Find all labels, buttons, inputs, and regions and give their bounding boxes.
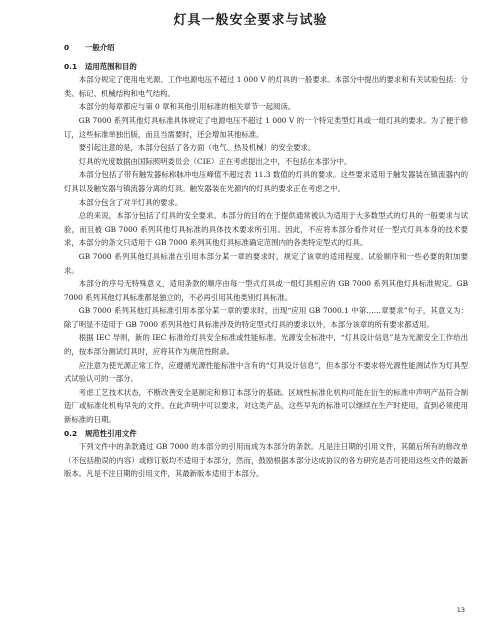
paragraph: GB 7000 系列其他灯具标准在引用本部分某一章的要求时，规定了该章的适用程度、试验顺序和一些必要的附加要求。	[64, 251, 468, 275]
section-number: 0	[64, 43, 70, 52]
paragraph: 本部分的每章都应与第 0 章和其他引用标准的相关章节一起阅读。	[78, 102, 296, 112]
paragraph: 下列文件中的条款通过 GB 7000 的本部分的引用而成为本部分的条款。凡是注日期的引用文件，其随后所有的修改单（不包括勘误的内容）或修订版均不适用于本部分，然而，鼓励根据本部分达成协议的各方研究是否可使用这些文件的最新版本。凡是不注日期的引用文件，其最新版本适用于本部分。	[64, 442, 468, 479]
section-number: 0.1	[64, 61, 78, 71]
paragraph: 应注意为使光源正常工作，应遵循光源性能标准中含有的“灯具设计信息”，但本部分不要求将光源性能测试作为灯具型式试验认可的一部分。	[64, 360, 468, 384]
section-heading-0-2	[64, 427, 468, 441]
paragraph: 本部分的序号无特殊意义，适用条款的顺序由每一型式灯具或一组灯具相应的 GB 7000 系列其他灯具标准规定。GB 7000 系列其他灯具标准都是独立的，不必再引用其他类别灯具标准。	[64, 279, 468, 302]
paragraph: 总的来说，本部分包括了灯具的安全要求。本部分的目的在于提供通常被认为适用于大多数型式的灯具的一般要求与试验，而且被 GB 7000 系列其他灯具标准的具体技术要求所引用。因此，不应将本部分看作对任一型式灯具本身的技术要求，本部分的条文只适用于 GB 7000 系列其他灯具标准确定范围内的各类特定型式的灯具。	[64, 211, 468, 248]
paragraph: 考虑工艺技术状态，不断改善安全是制定和修订本部分的基础。区域性标准化机构可能在衍生的标准中声明产品符合制造厂或标准化机构早先的文件。在此声明中可以要求，对这类产品，这些早先的标准可以继续在生产时使用，直到必须使用新标准的日期。	[64, 387, 468, 425]
paragraph: GB 7000 系列其他灯具标准具体规定了电源电压不超过 1 000 V 的一个特定类型灯具或一组灯具的要求。为了便于修订，这些标准单独出版，而且当需要时，还会增加其他标准。	[64, 115, 468, 139]
paragraph: 灯具的光度数据由国际照明委员会（CIE）正在考虑提出之中，不包括在本部分中。	[78, 156, 352, 166]
section-number: 0.2	[64, 428, 78, 438]
paragraph: 本部分规定了使用电光源、工作电源电压不超过 1 000 V 的灯具的一般要求。本部分中提出的要求和有关试验包括：分类、标记、机械结构和电气结构。	[64, 75, 468, 98]
page-number: 13	[456, 606, 465, 614]
paragraph: 根据 IEC 导则，新的 IEC 标准给灯具安全标准或性能标准。光源安全标准中，“灯具设计信息”是为光源安全工作给出的，按本部分测试灯具时，应将其作为规范性附录。	[64, 333, 468, 357]
section-label: 适用范围和目的	[85, 61, 137, 71]
section-heading-0-1	[64, 60, 468, 74]
page-title: 灯具一般安全要求与试验	[173, 13, 328, 28]
paragraph: GB 7000 系列其他灯具标准引用本部分某一章的要求时，出现“应用 GB 7000.1 中第……章要求”句子，其意义为：除了明显不适用于 GB 7000 系列其他灯具标准涉及的特定型式灯具的要求以外，本部分该章的所有要求都适用。	[64, 306, 468, 329]
paragraph: 要引起注意的是，本部分包括了各方面（电气、热及机械）的安全要求。	[78, 143, 316, 153]
section-label: 规范性引用文件	[85, 428, 137, 438]
document-body	[64, 41, 468, 481]
section-heading-0	[64, 41, 468, 55]
paragraph: 本部分包括了带有触发器标称脉冲电压峰值不超过表 11.3 数值的灯具的要求。这些要求适用于触发器装在镇流器内的灯具以及触发器与镇流器分离的灯具。触发器装在光源内的灯具的要求正在考虑之中。	[64, 170, 468, 193]
paragraph: 本部分包含了对半灯具的要求。	[78, 197, 183, 207]
section-label: 一般介绍	[85, 43, 115, 52]
